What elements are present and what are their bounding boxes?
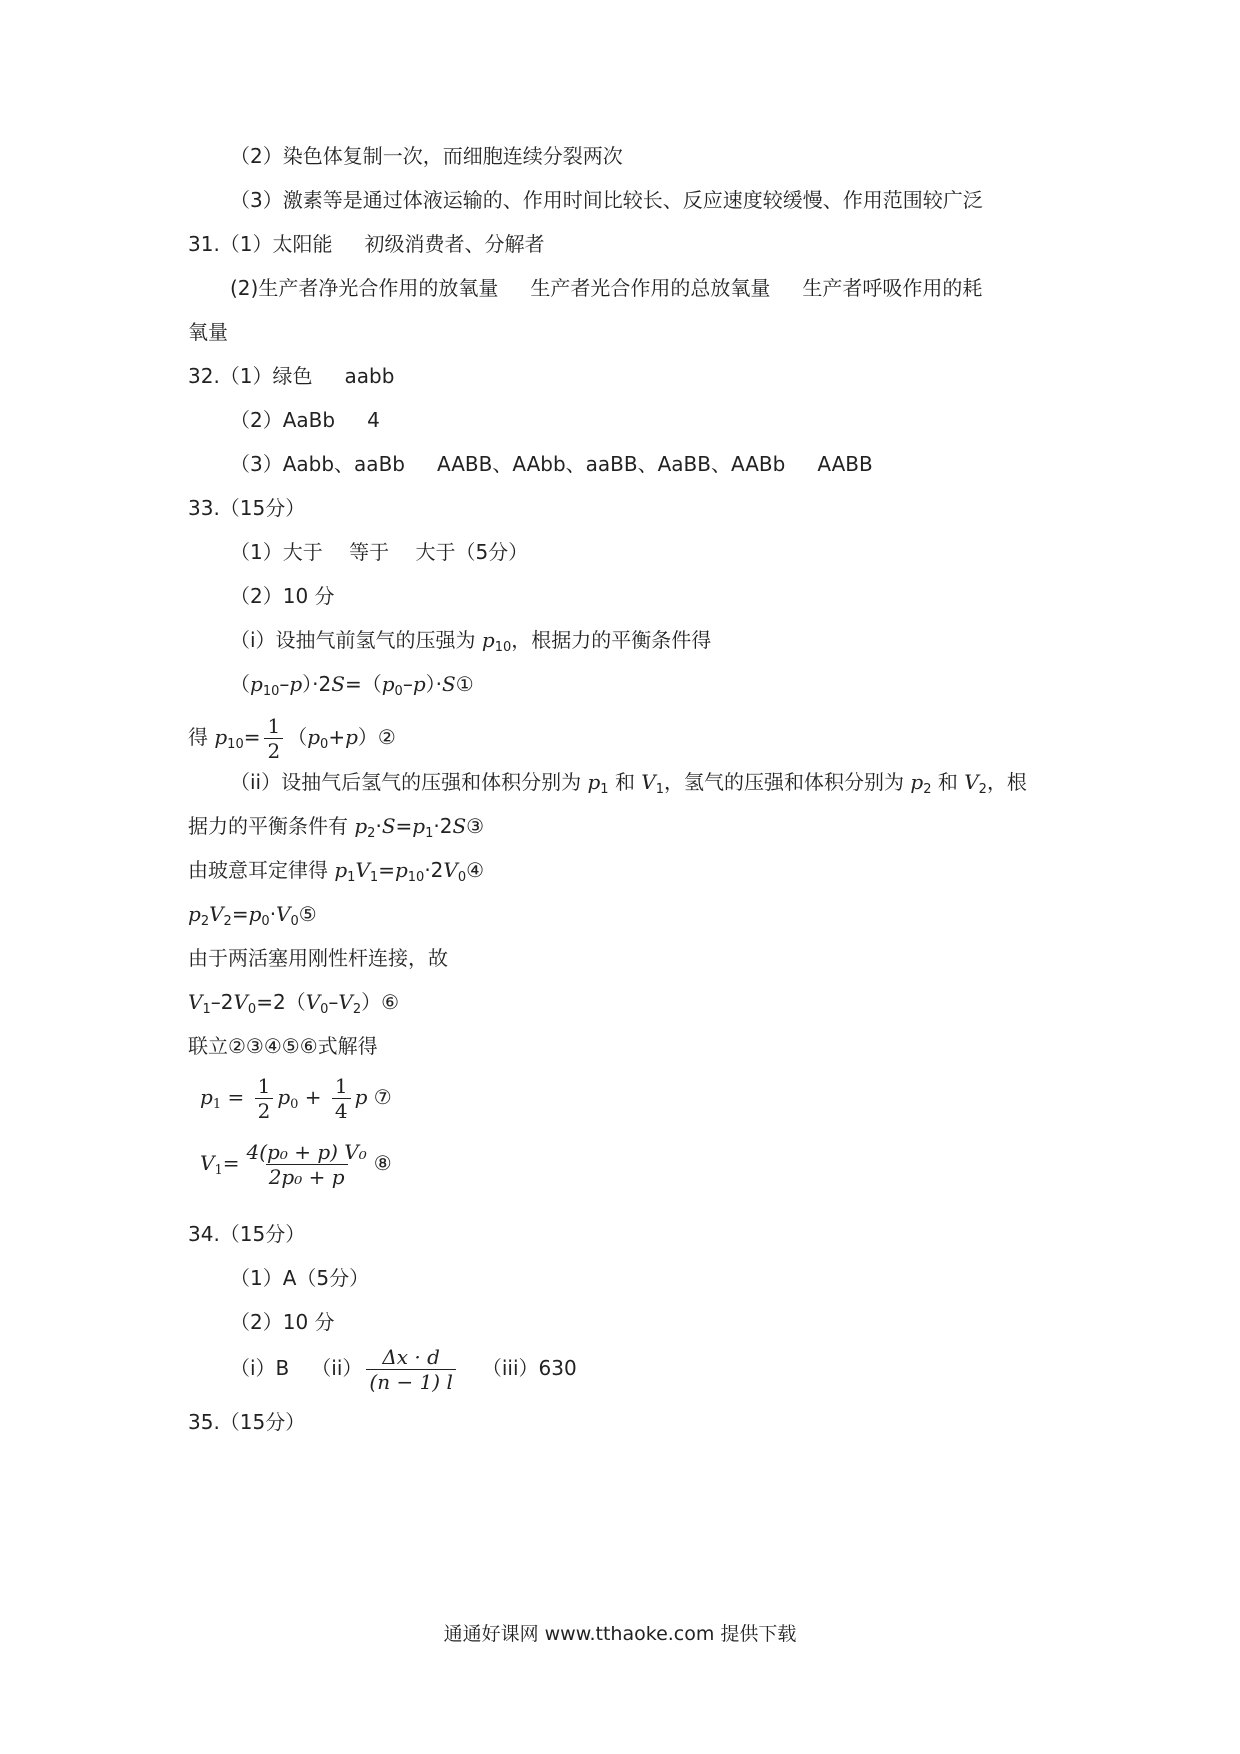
fraction: $\frac{1}{2}$ bbox=[264, 714, 283, 763]
answer-line: （i）设抽气前氢气的压强为 $p_{10}$，根据力的平衡条件得 bbox=[230, 628, 712, 655]
answer-line: （3）激素等是通过体液运输的、作用时间比较长、反应速度较缓慢、作用范围较广泛 bbox=[230, 188, 983, 212]
answer-line: （2）AaBb 4 bbox=[230, 408, 380, 432]
fraction: $\frac{1}{4}$ bbox=[332, 1074, 351, 1123]
equation-7: $p_1$ = $\frac{1}{2}$ $p_0$ + $\frac{1}{4}$ p ⑦ bbox=[200, 1074, 392, 1123]
page-footer: 通通好课网 www.tthaoke.com 提供下载 bbox=[443, 1623, 797, 1645]
answer-line: （1）A（5分） bbox=[230, 1266, 370, 1290]
answer-line: （2）染色体复制一次，而细胞连续分裂两次 bbox=[230, 144, 623, 168]
answer-line: （i）B （ii） $\frac{\Delta x \cdot d}{(n - 1) l}$ （iii）630 bbox=[230, 1345, 577, 1394]
answer-line: （ii）设抽气后氢气的压强和体积分别为 $p_1$ 和 $V_1$，氢气的压强和体积分别为 $p_2$ 和 $V_2$，根 bbox=[230, 770, 1027, 797]
answer-line: 氧量 bbox=[188, 320, 228, 344]
answer-line: （3）Aabb、aaBb AABB、AAbb、aaBB、AaBB、AABb AABB bbox=[230, 452, 873, 476]
question-33: 33.（15分） bbox=[188, 496, 306, 520]
equation-1: $(p_{10}-p)\cdot 2S=(p_0-p)\cdot S①$ bbox=[230, 672, 474, 699]
equation-6: $V_1-2V_0=2(V_0-V_2)⑥$ bbox=[188, 990, 400, 1017]
fraction: $\frac{\text{4(p₀ + p) V₀}}{\text{2p₀ + p}}$ bbox=[246, 1140, 367, 1189]
answer-line: （1）大于 等于 大于（5分） bbox=[230, 540, 529, 564]
equation-5: $p_2V_2=p_0\cdot V_0⑤$ bbox=[188, 902, 317, 929]
answer-line: （2）10 分 bbox=[230, 1310, 335, 1334]
equation-2: 得 $p_{10}=$ $\frac{1}{2}$ $(p_0+p)②$ bbox=[188, 714, 396, 763]
question-32: 32.（1）绿色 aabb bbox=[188, 364, 395, 388]
answer-line: （2）10 分 bbox=[230, 584, 335, 608]
question-31: 31.（1）太阳能 初级消费者、分解者 bbox=[188, 232, 545, 256]
answer-line: 联立②③④⑤⑥式解得 bbox=[188, 1034, 378, 1058]
equation-4: 由玻意耳定律得 $p_1V_1=p_{10}\cdot 2V_0④$ bbox=[188, 858, 485, 885]
answer-line: 由于两活塞用刚性杆连接，故 bbox=[188, 946, 448, 970]
question-34: 34.（15分） bbox=[188, 1222, 306, 1246]
fraction: $\frac{1}{2}$ bbox=[255, 1074, 274, 1123]
question-35: 35.（15分） bbox=[188, 1410, 306, 1434]
fraction: $\frac{\Delta x \cdot d}{(n - 1) l}$ bbox=[366, 1345, 455, 1394]
equation-8: $V_1=$ $\frac{\text{4(p₀ + p) V₀}}{\text{2p₀ + p}}$ ⑧ bbox=[200, 1140, 392, 1189]
equation-3: 据力的平衡条件有 $p_2\cdot S=p_1\cdot 2S③$ bbox=[188, 814, 485, 841]
answer-line: (2)生产者净光合作用的放氧量 生产者光合作用的总放氧量 生产者呼吸作用的耗 bbox=[230, 276, 983, 300]
